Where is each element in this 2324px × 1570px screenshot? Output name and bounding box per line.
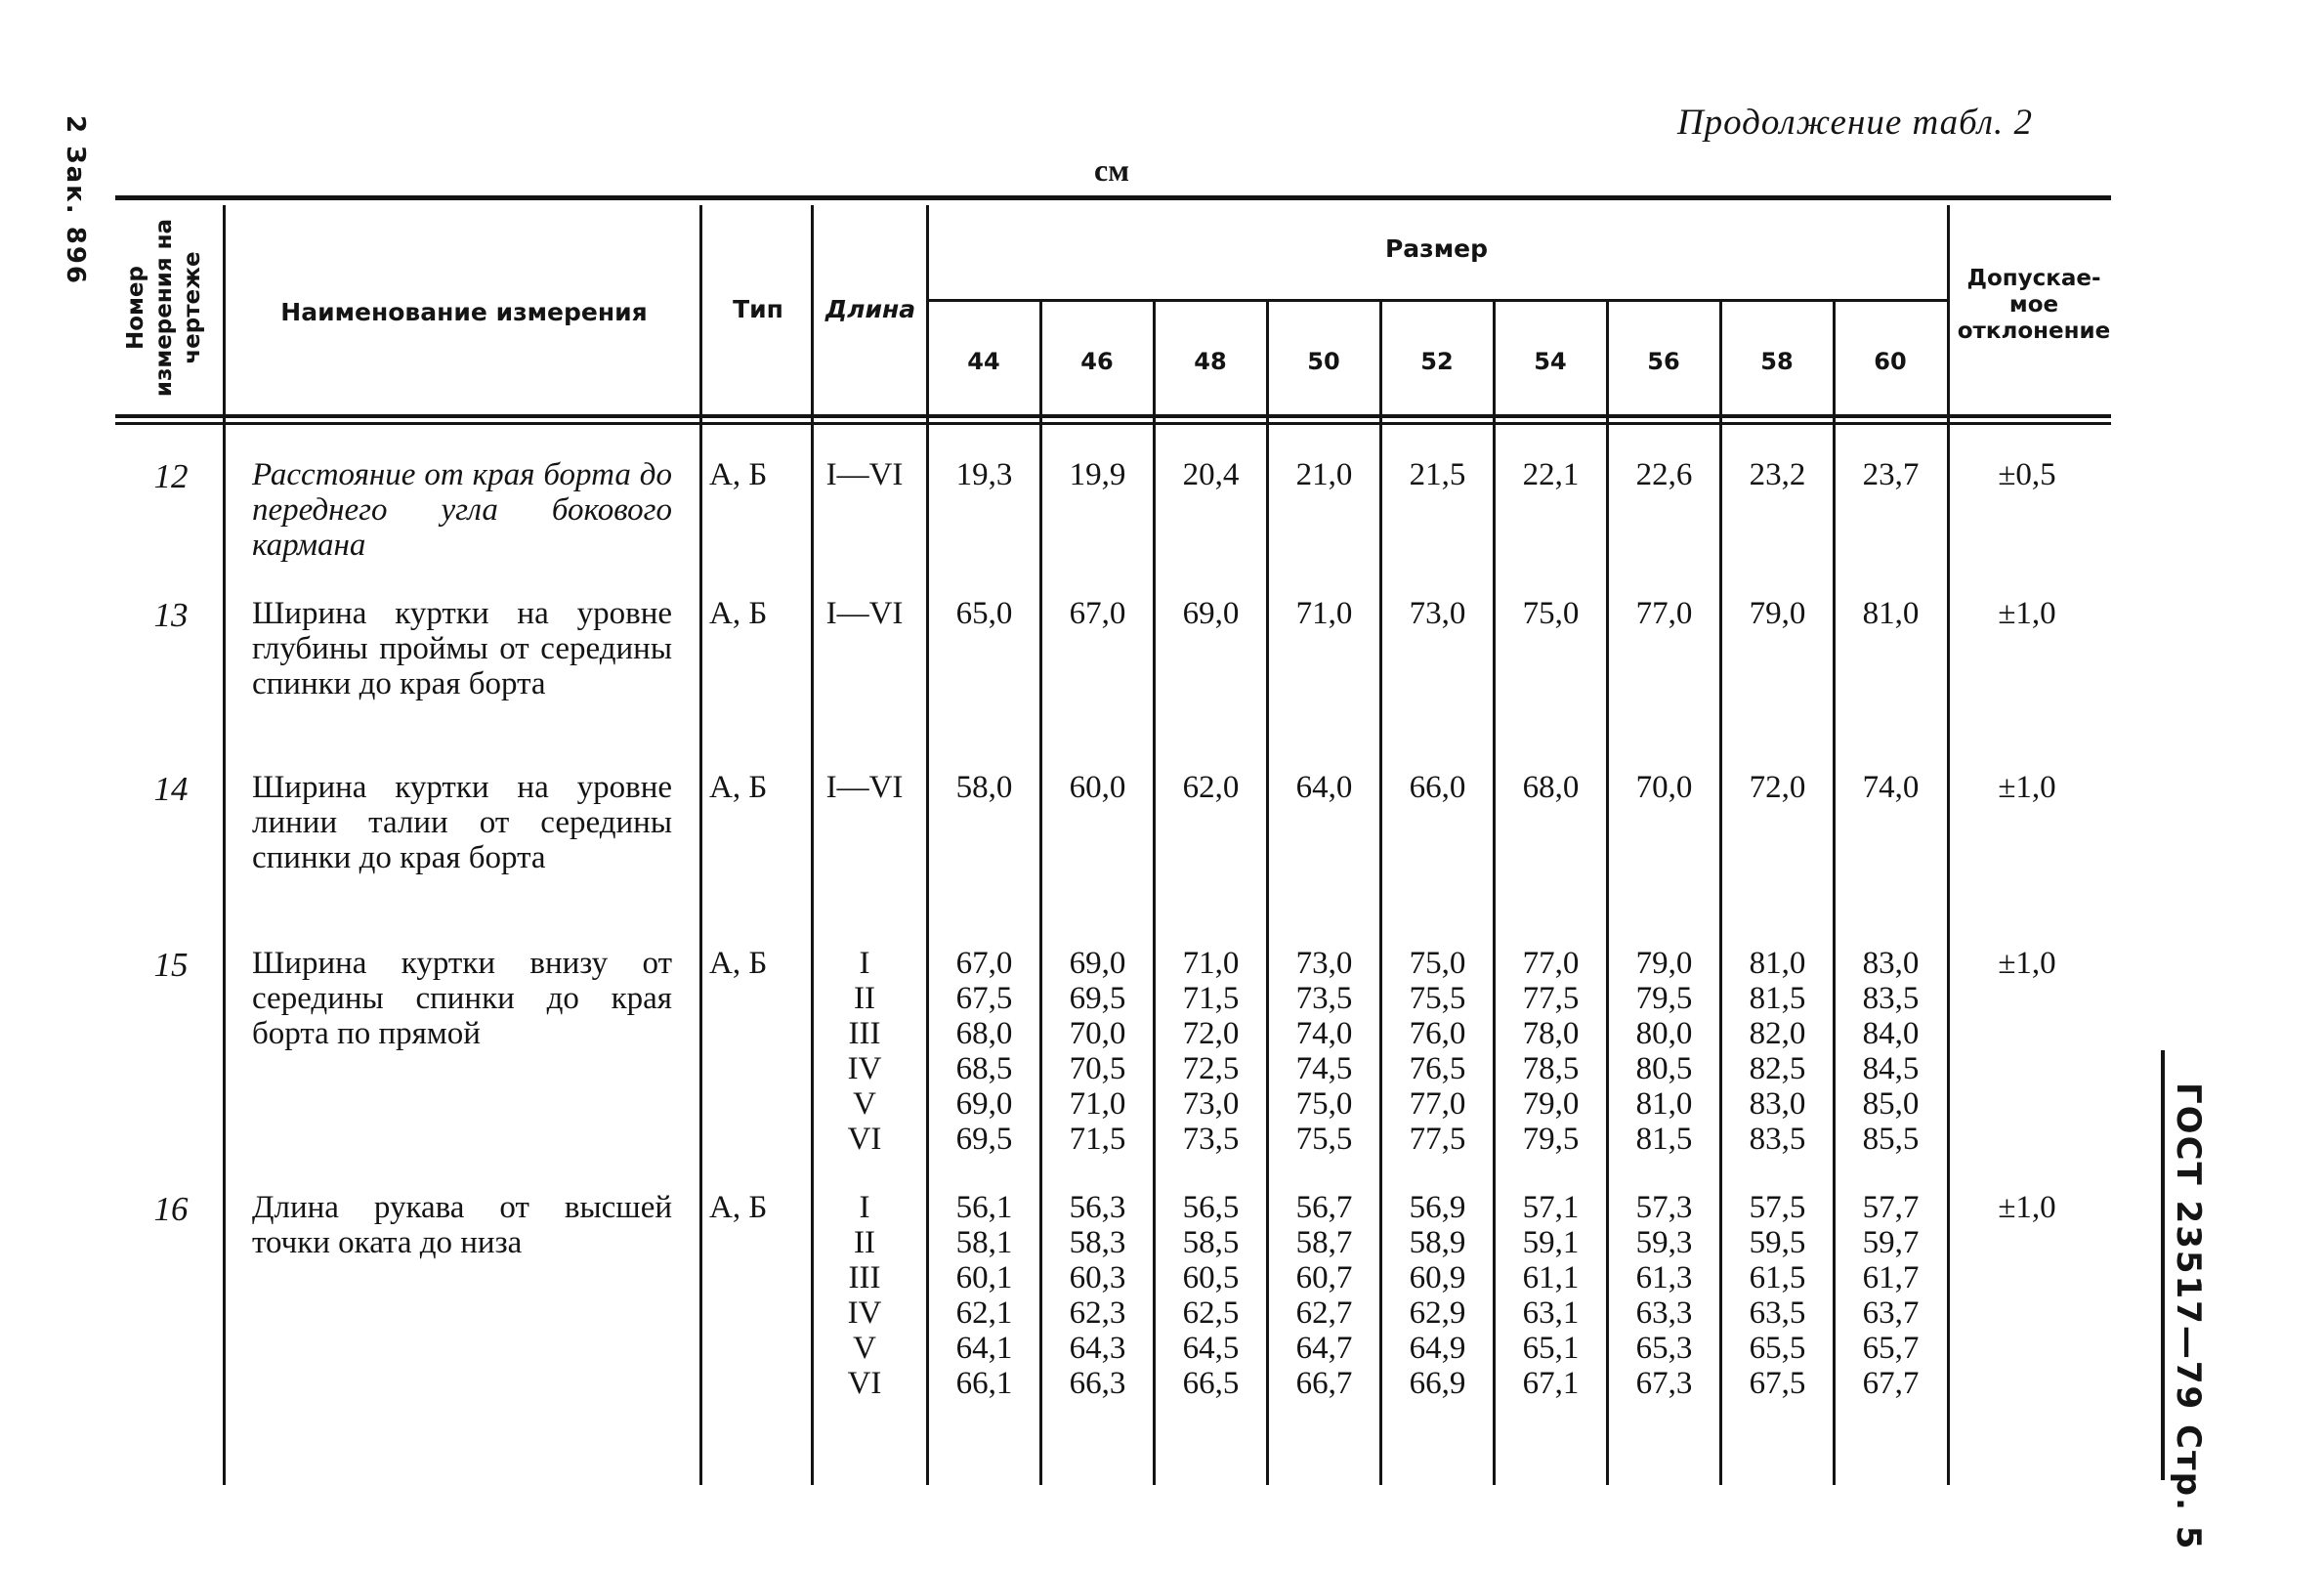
value-cell: 23,7	[1862, 457, 1920, 492]
header-number: Номер измерения на чертеже	[123, 218, 205, 398]
value-cell: 69,0 69,5 70,0 70,5 71,0 71,5	[1069, 946, 1126, 1157]
header-bottom-rule-2	[115, 422, 2111, 425]
value-cell: 20,4	[1182, 457, 1240, 492]
row-16-name: Длина рукава от высшей точки оката до низа	[252, 1190, 672, 1260]
value-cell: 69,0	[1182, 596, 1240, 631]
value-cell: 56,5 58,5 60,5 62,5 64,5 66,5	[1182, 1190, 1240, 1401]
row-12-length: I—VI	[825, 457, 904, 492]
header-name: Наименование измерения	[280, 298, 648, 326]
value-cell: 66,0	[1409, 770, 1466, 805]
table-caption: Продолжение табл. 2	[1676, 103, 2033, 143]
value-cell: 79,0	[1749, 596, 1806, 631]
row-16-tolerance: ±1,0	[1998, 1190, 2056, 1225]
side-standard-label: ГОСТ 23517—79 Стр. 5	[2169, 1082, 2208, 1551]
units-label: см	[1094, 152, 1129, 188]
row-14-length: I—VI	[825, 770, 904, 805]
col-rule-13	[1947, 205, 1950, 1485]
value-cell: 67,0	[1069, 596, 1126, 631]
row-15-tolerance: ±1,0	[1998, 946, 2056, 981]
value-cell: 74,0	[1862, 770, 1920, 805]
value-cell: 79,0 79,5 80,0 80,5 81,0 81,5	[1635, 946, 1693, 1157]
size-col-44: 44	[967, 348, 1000, 375]
value-cell: 83,0 83,5 84,0 84,5 85,0 85,5	[1862, 946, 1920, 1157]
value-cell: 22,1	[1522, 457, 1580, 492]
row-14-name: Ширина куртки на уровне линии талии от середины спинки до края борта	[252, 770, 672, 875]
value-cell: 56,7 58,7 60,7 62,7 64,7 66,7	[1295, 1190, 1353, 1401]
header-type: Тип	[733, 295, 783, 323]
side-rule	[2161, 1050, 2165, 1480]
value-cell: 21,0	[1295, 457, 1353, 492]
value-cell: 71,0 71,5 72,0 72,5 73,0 73,5	[1182, 946, 1240, 1157]
size-col-52: 52	[1420, 348, 1454, 375]
value-cell: 57,1 59,1 61,1 63,1 65,1 67,1	[1522, 1190, 1580, 1401]
row-12-name: Расстояние от края борта до переднего угла бокового кармана	[252, 457, 672, 563]
value-cell: 81,0	[1862, 596, 1920, 631]
value-cell: 67,0 67,5 68,0 68,5 69,0 69,5	[955, 946, 1013, 1157]
header-bottom-rule	[115, 414, 2111, 418]
value-cell: 60,0	[1069, 770, 1126, 805]
value-cell: 56,9 58,9 60,9 62,9 64,9 66,9	[1409, 1190, 1466, 1401]
value-cell: 75,0 75,5 76,0 76,5 77,0 77,5	[1409, 946, 1466, 1157]
value-cell: 62,0	[1182, 770, 1240, 805]
value-cell: 68,0	[1522, 770, 1580, 805]
size-col-54: 54	[1534, 348, 1567, 375]
row-13-type: А, Б	[709, 596, 768, 631]
side-order-number: 2 Зак. 896	[61, 115, 90, 286]
value-cell: 73,0	[1409, 596, 1466, 631]
value-cell: 57,7 59,7 61,7 63,7 65,7 67,7	[1862, 1190, 1920, 1401]
row-15-name: Ширина куртки внизу от середины спинки до края борта по прямой	[252, 946, 672, 1051]
value-cell: 81,0 81,5 82,0 82,5 83,0 83,5	[1749, 946, 1806, 1157]
size-col-56: 56	[1647, 348, 1680, 375]
value-cell: 21,5	[1409, 457, 1466, 492]
row-15-type: А, Б	[709, 946, 768, 981]
value-cell: 22,6	[1635, 457, 1693, 492]
row-15-number: 15	[153, 946, 189, 984]
value-cell: 56,1 58,1 60,1 62,1 64,1 66,1	[955, 1190, 1013, 1401]
row-14-number: 14	[153, 770, 189, 808]
row-16-number: 16	[153, 1190, 189, 1228]
value-cell: 77,0 77,5 78,0 78,5 79,0 79,5	[1522, 946, 1580, 1157]
row-14-tolerance: ±1,0	[1998, 770, 2056, 805]
row-15-length: I II III IV V VI	[847, 946, 882, 1157]
header-length: Длина	[824, 295, 916, 323]
row-13-length: I—VI	[825, 596, 904, 631]
value-cell: 65,0	[955, 596, 1013, 631]
value-cell: 73,0 73,5 74,0 74,5 75,0 75,5	[1295, 946, 1353, 1157]
size-col-48: 48	[1194, 348, 1227, 375]
size-header-rule	[926, 299, 1947, 302]
value-cell: 70,0	[1635, 770, 1693, 805]
table-top-rule	[115, 195, 2111, 200]
value-cell: 58,0	[955, 770, 1013, 805]
size-col-58: 58	[1760, 348, 1794, 375]
size-col-60: 60	[1874, 348, 1907, 375]
header-size: Размер	[1384, 234, 1488, 263]
value-cell: 72,0	[1749, 770, 1806, 805]
row-14-type: А, Б	[709, 770, 768, 805]
row-16-length: I II III IV V VI	[847, 1190, 882, 1401]
row-12-number: 12	[153, 457, 189, 495]
value-cell: 57,5 59,5 61,5 63,5 65,5 67,5	[1749, 1190, 1806, 1401]
value-cell: 19,9	[1069, 457, 1126, 492]
value-cell: 77,0	[1635, 596, 1693, 631]
size-col-46: 46	[1080, 348, 1114, 375]
row-13-tolerance: ±1,0	[1998, 596, 2056, 631]
value-cell: 19,3	[955, 457, 1013, 492]
value-cell: 57,3 59,3 61,3 63,3 65,3 67,3	[1635, 1190, 1693, 1401]
value-cell: 75,0	[1522, 596, 1580, 631]
value-cell: 64,0	[1295, 770, 1353, 805]
value-cell: 71,0	[1295, 596, 1353, 631]
row-13-name: Ширина куртки на уровне глубины проймы от середины спинки до края борта	[252, 596, 672, 701]
row-13-number: 13	[153, 596, 189, 634]
row-12-type: А, Б	[709, 457, 768, 492]
header-tolerance: Допускае- мое отклонение	[1957, 266, 2111, 344]
size-col-50: 50	[1307, 348, 1340, 375]
col-rule-2	[699, 205, 702, 1485]
row-16-type: А, Б	[709, 1190, 768, 1225]
row-12-tolerance: ±0,5	[1998, 457, 2056, 492]
value-cell: 56,3 58,3 60,3 62,3 64,3 66,3	[1069, 1190, 1126, 1401]
value-cell: 23,2	[1749, 457, 1806, 492]
